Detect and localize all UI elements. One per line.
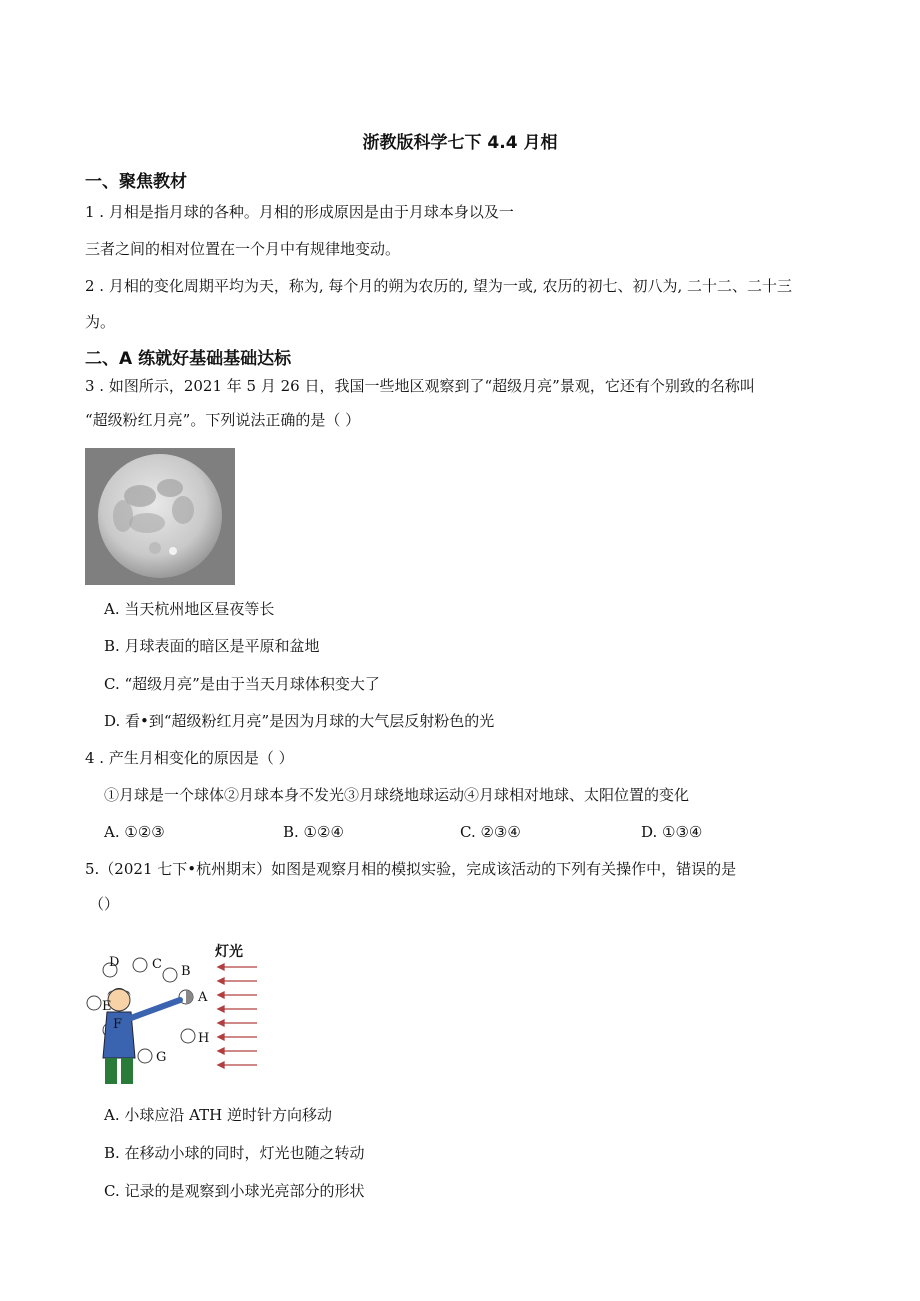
q3-option-b: B. 月球表面的暗区是平原和盆地 (104, 637, 320, 655)
q4-option-a: A. ①②③ (104, 823, 165, 841)
q4-option-b: B. ①②④ (283, 823, 344, 841)
light-label: 灯光 (215, 944, 243, 960)
q2-line2: 为。 (85, 313, 116, 331)
page-title: 浙教版科学七下 4.4 月相 (362, 133, 558, 153)
ball-label-f: F (113, 1017, 123, 1032)
q5-option-c: C. 记录的是观察到小球光亮部分的形状 (104, 1182, 365, 1200)
q4-line2: ①月球是一个球体②月球本身不发光③月球绕地球运动④月球相对地球、太阳位置的变化 (104, 786, 690, 804)
moon-phase-experiment-figure (85, 940, 260, 1088)
ball-label-c: C (152, 957, 162, 972)
q5-line2: （） (89, 895, 120, 913)
ball-label-b: B (181, 964, 191, 979)
q4-line1: 4 . 产生月相变化的原因是（ ） (85, 749, 294, 767)
full-moon-photo (85, 448, 235, 585)
q1-line2: 三者之间的相对位置在一个月中有规律地变动。 (85, 240, 401, 258)
q2-line1: 2 . 月相的变化周期平均为天，称为, 每个月的朔为农历的, 望为一或, 农历的初七、初八为, 二十二、二十三 (85, 277, 792, 295)
q5-option-a: A. 小球应沿 ATH 逆时针方向移动 (104, 1106, 333, 1124)
section2-heading: 二、A 练就好基础基础达标 (85, 349, 292, 369)
q3-line2: “超级粉红月亮”。下列说法正确的是（ ） (85, 411, 361, 429)
ball-label-g: G (156, 1050, 167, 1065)
q4-option-c: C. ②③④ (460, 823, 521, 841)
q5-option-b: B. 在移动小球的同时，灯光也随之转动 (104, 1144, 365, 1162)
q1-line1: 1 . 月相是指月球的各种。月相的形成原因是由于月球本身以及一 (85, 203, 514, 221)
q3-option-c: C. “超级月亮”是由于当天月球体积变大了 (104, 675, 380, 693)
q5-line1: 5.（2021 七下•杭州期末）如图是观察月相的模拟实验，完成该活动的下列有关操作中，错误的是 (85, 860, 737, 878)
ball-label-a: A (198, 990, 208, 1005)
q3-option-a: A. 当天杭州地区昼夜等长 (104, 600, 275, 618)
ball-label-h: H (198, 1031, 210, 1046)
q3-line1: 3 . 如图所示，2021 年 5 月 26 日，我国一些地区观察到了“超级月亮”景观，它还有个别致的名称叫 (85, 377, 755, 395)
section1-heading: 一、聚焦教材 (85, 172, 187, 192)
ball-label-d: D (109, 955, 120, 970)
q4-option-d: D. ①③④ (641, 823, 703, 841)
q3-option-d: D. 看•到“超级粉红月亮”是因为月球的大气层反射粉色的光 (104, 712, 495, 730)
ball-label-e: E (102, 999, 112, 1014)
